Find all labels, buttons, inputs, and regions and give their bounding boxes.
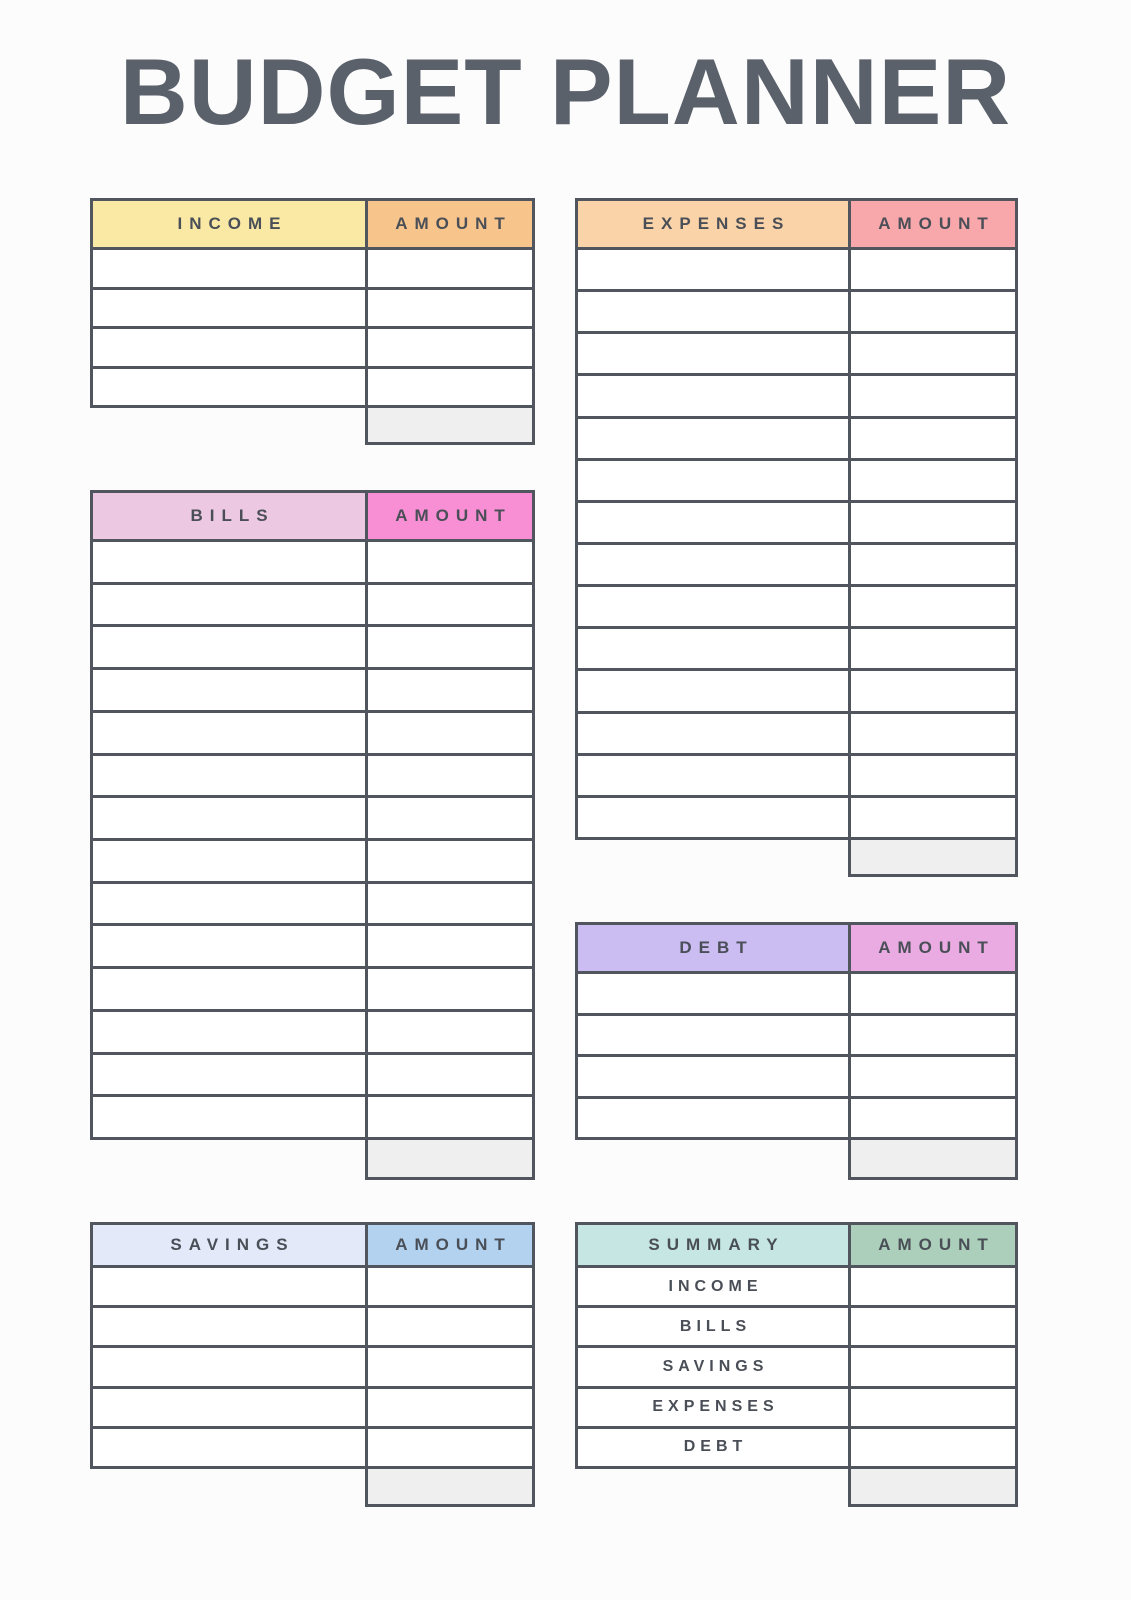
expenses-row-7-amount-cell[interactable] (851, 503, 1015, 542)
savings-row-1-amount-cell[interactable] (368, 1268, 532, 1305)
bills-row-1-amount-cell[interactable] (368, 542, 532, 582)
bills-row-8-label-cell[interactable] (93, 841, 365, 881)
income-row-4-label-cell[interactable] (93, 369, 365, 406)
debt-row-1-amount-cell[interactable] (851, 974, 1015, 1013)
bills-row-10-label-cell[interactable] (93, 926, 365, 966)
expenses-row-4-amount-cell[interactable] (851, 376, 1015, 415)
savings-row-4-label-cell[interactable] (93, 1389, 365, 1426)
debt-table (575, 922, 1018, 1180)
debt-row-3-label-cell[interactable] (578, 1057, 848, 1096)
bills-header-cell: BILLS (93, 493, 365, 539)
bills-row-3-label-cell[interactable] (93, 627, 365, 667)
expenses-row-8-label-cell[interactable] (578, 545, 848, 584)
income-row-3-amount-cell[interactable] (368, 329, 532, 366)
summary-table (575, 1222, 1018, 1507)
debt-row-4-label-cell[interactable] (578, 1099, 848, 1138)
expenses-row-2-label-cell[interactable] (578, 292, 848, 331)
income-total-cell[interactable] (365, 405, 535, 445)
expenses-row-6-label-cell[interactable] (578, 461, 848, 500)
summary-row-5-label-cell: DEBT (578, 1429, 848, 1466)
bills-row-10-amount-cell[interactable] (368, 926, 532, 966)
bills-row-7-amount-cell[interactable] (368, 798, 532, 838)
income-row-1-label-cell[interactable] (93, 250, 365, 287)
expenses-row-3-amount-cell[interactable] (851, 334, 1015, 373)
bills-table (90, 490, 535, 1180)
bills-total-cell[interactable] (365, 1137, 535, 1180)
savings-header-cell: SAVINGS (93, 1225, 365, 1265)
expenses-row-9-amount-cell[interactable] (851, 587, 1015, 626)
expenses-row-1-label-cell[interactable] (578, 250, 848, 289)
bills-row-2-amount-cell[interactable] (368, 585, 532, 625)
income-row-1-amount-cell[interactable] (368, 250, 532, 287)
expenses-header-cell: EXPENSES (578, 201, 848, 247)
summary-row-1-amount-cell[interactable] (851, 1268, 1015, 1305)
summary-total-cell[interactable] (848, 1466, 1018, 1507)
summary-row-5-amount-cell[interactable] (851, 1429, 1015, 1466)
expenses-row-13-amount-cell[interactable] (851, 756, 1015, 795)
income-amount-header-cell: AMOUNT (368, 201, 532, 247)
expenses-row-4-label-cell[interactable] (578, 376, 848, 415)
bills-row-4-amount-cell[interactable] (368, 670, 532, 710)
debt-row-2-label-cell[interactable] (578, 1016, 848, 1055)
expenses-row-8-amount-cell[interactable] (851, 545, 1015, 584)
expenses-row-12-label-cell[interactable] (578, 714, 848, 753)
summary-amount-header-cell: AMOUNT (851, 1225, 1015, 1265)
income-row-3-label-cell[interactable] (93, 329, 365, 366)
bills-row-12-amount-cell[interactable] (368, 1012, 532, 1052)
expenses-row-1-amount-cell[interactable] (851, 250, 1015, 289)
bills-row-13-label-cell[interactable] (93, 1055, 365, 1095)
bills-row-3-amount-cell[interactable] (368, 627, 532, 667)
debt-total-cell[interactable] (848, 1137, 1018, 1180)
bills-row-9-label-cell[interactable] (93, 884, 365, 924)
expenses-row-7-label-cell[interactable] (578, 503, 848, 542)
debt-row-3-amount-cell[interactable] (851, 1057, 1015, 1096)
summary-row-3-label-cell: SAVINGS (578, 1348, 848, 1385)
income-row-2-label-cell[interactable] (93, 290, 365, 327)
bills-row-6-label-cell[interactable] (93, 756, 365, 796)
expenses-row-12-amount-cell[interactable] (851, 714, 1015, 753)
expenses-row-11-amount-cell[interactable] (851, 671, 1015, 710)
savings-row-2-amount-cell[interactable] (368, 1308, 532, 1345)
page-title: BUDGET PLANNER (119, 39, 1012, 144)
savings-row-3-label-cell[interactable] (93, 1348, 365, 1385)
summary-header-cell: SUMMARY (578, 1225, 848, 1265)
summary-row-2-label-cell: BILLS (578, 1308, 848, 1345)
savings-row-4-amount-cell[interactable] (368, 1389, 532, 1426)
expenses-row-5-amount-cell[interactable] (851, 419, 1015, 458)
bills-row-9-amount-cell[interactable] (368, 884, 532, 924)
expenses-row-5-label-cell[interactable] (578, 419, 848, 458)
savings-row-3-amount-cell[interactable] (368, 1348, 532, 1385)
savings-row-1-label-cell[interactable] (93, 1268, 365, 1305)
debt-header-cell: DEBT (578, 925, 848, 971)
bills-row-4-label-cell[interactable] (93, 670, 365, 710)
bills-row-5-label-cell[interactable] (93, 713, 365, 753)
expenses-total-cell[interactable] (848, 837, 1018, 877)
debt-row-2-amount-cell[interactable] (851, 1016, 1015, 1055)
debt-row-4-amount-cell[interactable] (851, 1099, 1015, 1138)
summary-row-4-amount-cell[interactable] (851, 1389, 1015, 1426)
bills-row-7-label-cell[interactable] (93, 798, 365, 838)
expenses-row-14-amount-cell[interactable] (851, 798, 1015, 837)
summary-row-3-amount-cell[interactable] (851, 1348, 1015, 1385)
debt-amount-header-cell: AMOUNT (851, 925, 1015, 971)
expenses-row-3-label-cell[interactable] (578, 334, 848, 373)
income-row-2-amount-cell[interactable] (368, 290, 532, 327)
expenses-row-10-amount-cell[interactable] (851, 629, 1015, 668)
summary-row-4-label-cell: EXPENSES (578, 1389, 848, 1426)
bills-row-12-label-cell[interactable] (93, 1012, 365, 1052)
savings-row-2-label-cell[interactable] (93, 1308, 365, 1345)
savings-amount-header-cell: AMOUNT (368, 1225, 532, 1265)
income-table (90, 198, 535, 445)
expenses-row-9-label-cell[interactable] (578, 587, 848, 626)
summary-row-1-label-cell: INCOME (578, 1268, 848, 1305)
expenses-row-13-label-cell[interactable] (578, 756, 848, 795)
summary-row-2-amount-cell[interactable] (851, 1308, 1015, 1345)
bills-amount-header-cell: AMOUNT (368, 493, 532, 539)
income-header-cell: INCOME (93, 201, 365, 247)
bills-row-2-label-cell[interactable] (93, 585, 365, 625)
savings-row-5-label-cell[interactable] (93, 1429, 365, 1466)
savings-row-5-amount-cell[interactable] (368, 1429, 532, 1466)
savings-table (90, 1222, 535, 1507)
expenses-row-10-label-cell[interactable] (578, 629, 848, 668)
expenses-row-2-amount-cell[interactable] (851, 292, 1015, 331)
bills-row-8-amount-cell[interactable] (368, 841, 532, 881)
bills-row-14-label-cell[interactable] (93, 1097, 365, 1137)
debt-row-1-label-cell[interactable] (578, 974, 848, 1013)
expenses-table (575, 198, 1018, 877)
bills-row-5-amount-cell[interactable] (368, 713, 532, 753)
expenses-row-14-label-cell[interactable] (578, 798, 848, 837)
savings-total-cell[interactable] (365, 1466, 535, 1507)
income-row-4-amount-cell[interactable] (368, 369, 532, 406)
bills-row-1-label-cell[interactable] (93, 542, 365, 582)
expenses-amount-header-cell: AMOUNT (851, 201, 1015, 247)
expenses-row-11-label-cell[interactable] (578, 671, 848, 710)
bills-row-11-amount-cell[interactable] (368, 969, 532, 1009)
bills-row-6-amount-cell[interactable] (368, 756, 532, 796)
bills-row-14-amount-cell[interactable] (368, 1097, 532, 1137)
bills-row-11-label-cell[interactable] (93, 969, 365, 1009)
expenses-row-6-amount-cell[interactable] (851, 461, 1015, 500)
bills-row-13-amount-cell[interactable] (368, 1055, 532, 1095)
